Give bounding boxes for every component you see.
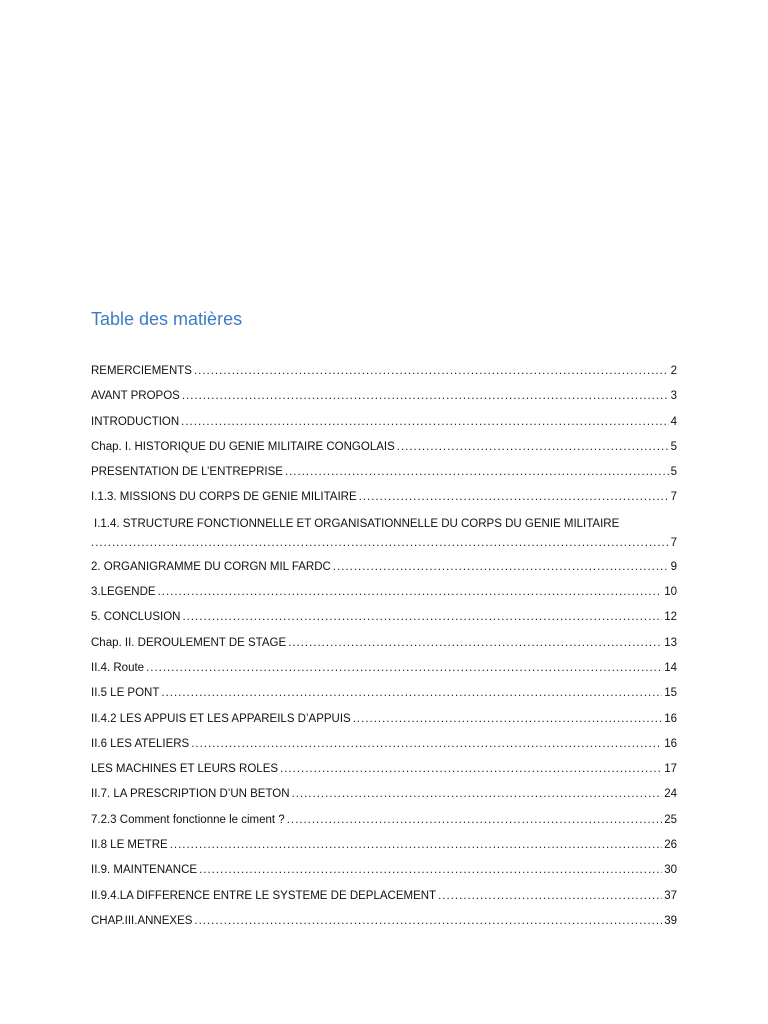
toc-entry-page: 17 (664, 763, 677, 776)
toc-entry-label: I.1.3. MISSIONS DU CORPS DE GENIE MILITAIRE (91, 491, 357, 504)
toc-entry-label: II.5 LE PONT (91, 687, 160, 700)
toc-entry-label: CHAP.III.ANNEXES (91, 914, 193, 927)
toc-entry-page: 30 (664, 864, 677, 877)
toc-entry-page: 25 (664, 813, 677, 826)
toc-entry-page: 7 (670, 536, 677, 549)
toc-leader-dots (181, 410, 668, 435)
toc-entry[interactable] (91, 384, 677, 409)
toc-entry-label: AVANT PROPOS (91, 390, 180, 403)
toc-entry-label: PRESENTATION DE L’ENTREPRISE (91, 466, 283, 479)
toc-leader-dots (194, 359, 669, 384)
toc-leader-dots (182, 605, 662, 630)
toc-entry[interactable] (91, 858, 677, 883)
toc-entry-page: 15 (664, 687, 677, 700)
toc-entry-page: 16 (664, 712, 677, 725)
toc-leader-dots (194, 909, 662, 934)
toc-entry[interactable] (91, 555, 677, 580)
toc-entry-page: 39 (664, 914, 677, 927)
toc-entry-page: 7 (670, 491, 677, 504)
toc-entry-label: 2. ORGANIGRAMME DU CORGN MIL FARDC (91, 560, 331, 573)
toc-entry-label: LES MACHINES ET LEURS ROLES (91, 763, 279, 776)
toc-leader-dots (146, 656, 662, 681)
toc-entry-label: INTRODUCTION (91, 415, 180, 428)
toc-entry-label: 5. CONCLUSION (91, 611, 181, 624)
toc-entry-page: 3 (670, 390, 677, 403)
toc-entry-label: II.6 LES ATELIERS (91, 737, 190, 750)
toc-entry[interactable] (91, 808, 677, 833)
toc-entry-page: 10 (664, 586, 677, 599)
toc-entry-label: 3.LEGENDE (91, 586, 156, 599)
toc-entry-page: 37 (664, 889, 677, 902)
toc-entry-label: II.7. LA PRESCRIPTION D’UN BETON (91, 788, 290, 801)
toc-leader-dots (158, 580, 663, 605)
toc-entry[interactable] (91, 435, 677, 460)
toc-entry-label: II.9. MAINTENANCE (91, 864, 198, 877)
toc-entry-page: 16 (664, 737, 677, 750)
toc-leader-dots (191, 732, 662, 757)
toc-leader-dots (397, 435, 669, 460)
toc-entry-label: II.4.2 LES APPUIS ET LES APPAREILS D’APPUIS (91, 712, 351, 725)
toc-entry-page: 14 (664, 661, 677, 674)
toc-entry-label: I.1.4. STRUCTURE FONCTIONNELLE ET ORGANISATIONNELLE DU CORPS DU GENIE MILITAIRE (94, 517, 620, 530)
toc-entry[interactable] (91, 757, 677, 782)
toc-leader-dots (91, 534, 669, 552)
toc-entry[interactable] (91, 485, 677, 510)
toc-entry[interactable] (91, 782, 677, 807)
toc-leader-dots (333, 555, 669, 580)
toc-entry-label: II.9.4.LA DIFFERENCE ENTRE LE SYSTEME DE DEPLACEMENT (91, 889, 437, 902)
table-of-contents (91, 359, 677, 934)
toc-entry-page: 9 (670, 560, 677, 573)
toc-entry[interactable] (91, 511, 677, 555)
toc-entry[interactable] (91, 460, 677, 485)
toc-entry-label: REMERCIEMENTS (91, 365, 192, 377)
toc-entry-page: 2 (670, 365, 677, 377)
toc-entry[interactable] (91, 656, 677, 681)
toc-leader-dots (359, 485, 669, 510)
toc-entry[interactable] (91, 410, 677, 435)
toc-entry[interactable] (91, 605, 677, 630)
toc-leader-dots (170, 833, 663, 858)
toc-leader-dots (182, 384, 669, 409)
toc-entry-label: II.8 LE METRE (91, 839, 168, 852)
toc-leader-dots (292, 782, 663, 807)
toc-entry-label: 7.2.3 Comment fonctionne le ciment ? (91, 813, 285, 826)
toc-entry-page: 12 (664, 611, 677, 624)
toc-leader-dots (199, 858, 662, 883)
toc-entry-page: 5 (670, 466, 677, 479)
toc-entry-page: 24 (664, 788, 677, 801)
toc-leader-dots (285, 460, 669, 485)
toc-entry-label: Chap. I. HISTORIQUE DU GENIE MILITAIRE CONGOLAIS (91, 440, 395, 453)
toc-leader-dots (287, 808, 663, 833)
toc-entry[interactable] (91, 631, 677, 656)
toc-leader-dots (280, 757, 662, 782)
toc-entry-label: II.4. Route (91, 661, 145, 674)
toc-entry[interactable] (91, 580, 677, 605)
toc-entry[interactable] (91, 909, 677, 934)
toc-entry-label: Chap. II. DEROULEMENT DE STAGE (91, 636, 287, 649)
toc-leader-dots (438, 884, 662, 909)
toc-entry[interactable] (91, 359, 677, 384)
toc-leader-dots (353, 707, 662, 732)
toc-entry-page: 26 (664, 839, 677, 852)
toc-entry[interactable] (91, 681, 677, 706)
toc-entry-page: 4 (670, 415, 677, 428)
toc-leader-dots (288, 631, 662, 656)
toc-entry[interactable] (91, 707, 677, 732)
toc-entry-page: 5 (670, 440, 677, 453)
toc-entry[interactable] (91, 732, 677, 757)
toc-title: Table des matières (91, 309, 243, 329)
toc-leader-dots (161, 681, 662, 706)
toc-entry[interactable] (91, 884, 677, 909)
toc-entry-page: 13 (664, 636, 677, 649)
toc-entry[interactable] (91, 833, 677, 858)
